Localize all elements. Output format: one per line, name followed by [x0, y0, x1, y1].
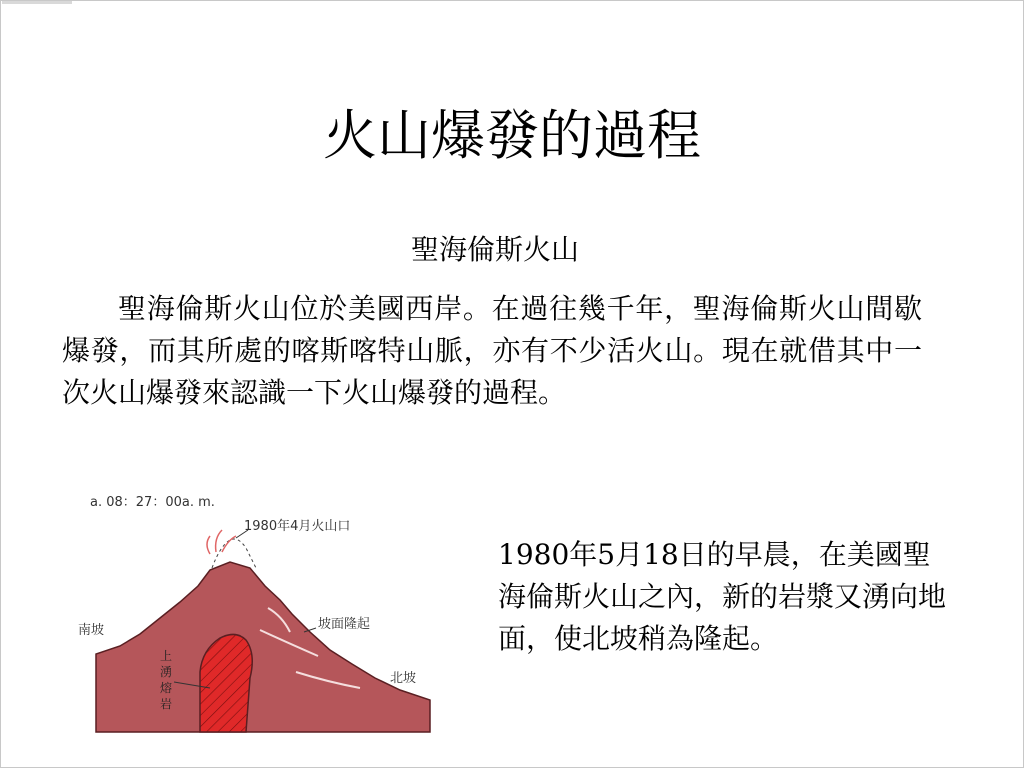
corner-mark	[2, 1, 72, 4]
crater-label: 1980年4月火山口	[244, 519, 351, 534]
slide-title: 火山爆發的過程	[323, 104, 701, 167]
north-slope-label: 北坡	[390, 671, 417, 686]
magma-label-char: 熔	[160, 681, 173, 695]
magma-label-char: 湧	[160, 665, 173, 679]
volcano-eruption-diagram	[60, 482, 460, 752]
magma-column	[200, 634, 252, 732]
mountain-shape	[96, 562, 430, 732]
eruption-plume	[207, 530, 236, 554]
south-slope-label: 南坡	[78, 623, 105, 638]
diagram-time-label: a. 08：27：00a. m.	[90, 495, 215, 510]
intro-paragraph: 聖海倫斯火山位於美國西岸。在過往幾千年，聖海倫斯火山間歇爆發，而其所處的喀斯喀特山脈，亦有不少活火山。現在就借其中一次火山爆發來認識一下火山爆發的過程。	[62, 292, 922, 409]
bulge-label: 坡面隆起	[318, 617, 371, 632]
magma-label-char: 上	[160, 649, 173, 663]
magma-label-char: 岩	[160, 697, 173, 711]
eruption-description: 1980年5月18日的早晨，在美國聖海倫斯火山之內，新的岩漿又湧向地面，使北坡稍為隆起。	[498, 538, 947, 655]
slide-subtitle: 聖海倫斯火山	[410, 233, 579, 266]
